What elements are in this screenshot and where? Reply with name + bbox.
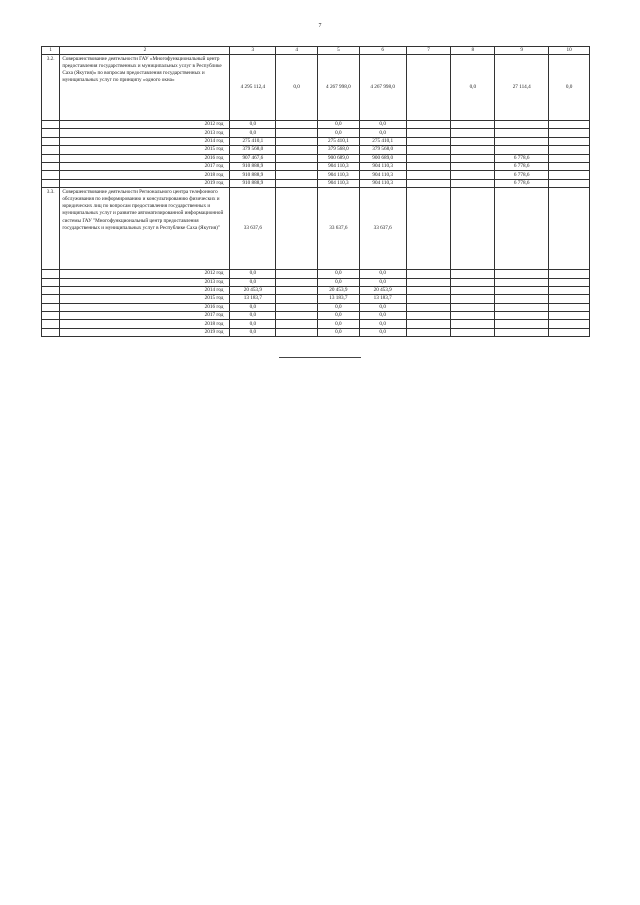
value-cell	[549, 278, 590, 286]
value-cell	[451, 328, 495, 336]
value-cell: 0,0	[230, 328, 276, 336]
value-cell	[549, 179, 590, 187]
year-row	[42, 303, 590, 311]
column-number-cell: 2	[60, 47, 230, 55]
value-cell: 379 568,0	[230, 146, 276, 154]
value-cell	[495, 295, 549, 303]
section-description: Совершенствование деятельности Регионального центра телефонного обслуживания по информированию и консультированию физических и юридических лиц по вопросам предоставления государственных и муниципальных услуг и развитие автоматизированной информационной системы ГАУ "Многофункциональный центр предоставления государственных и муниципальных услуг в Республике Саха (Якутия)"	[60, 188, 230, 270]
year-label: 2015 год	[60, 295, 230, 303]
total-cell: 4 267 998,0	[359, 55, 406, 121]
value-cell: 0,0	[318, 320, 360, 328]
column-number-cell: 6	[359, 47, 406, 55]
value-cell	[406, 162, 451, 170]
value-cell	[549, 270, 590, 278]
total-cell: 0,0	[276, 55, 318, 121]
value-cell	[495, 278, 549, 286]
value-cell	[406, 179, 451, 187]
value-cell	[406, 270, 451, 278]
value-cell: 0,0	[230, 270, 276, 278]
total-cell	[549, 188, 590, 270]
value-cell: 0,0	[359, 312, 406, 320]
year-row	[42, 320, 590, 328]
value-cell	[495, 286, 549, 294]
year-row	[42, 179, 590, 187]
year-label: 2014 год	[60, 286, 230, 294]
value-cell: 910 888,9	[230, 179, 276, 187]
column-number-cell: 8	[451, 47, 495, 55]
value-cell	[549, 286, 590, 294]
column-number-row	[42, 47, 590, 55]
value-cell	[451, 154, 495, 162]
value-cell	[451, 137, 495, 145]
total-cell	[406, 55, 451, 121]
value-cell	[406, 320, 451, 328]
year-label: 2017 год	[60, 162, 230, 170]
value-cell: 904 110,3	[318, 179, 360, 187]
column-number-cell: 5	[318, 47, 360, 55]
value-cell: 0,0	[359, 328, 406, 336]
column-number-cell: 7	[406, 47, 451, 55]
value-cell	[549, 162, 590, 170]
year-row	[42, 286, 590, 294]
value-cell	[451, 312, 495, 320]
value-cell	[406, 146, 451, 154]
value-cell: 379 568,0	[359, 146, 406, 154]
year-label: 2012 год	[60, 121, 230, 129]
total-cell: 0,0	[549, 55, 590, 121]
value-cell	[406, 137, 451, 145]
value-cell	[451, 129, 495, 137]
value-cell: 0,0	[318, 328, 360, 336]
value-cell	[276, 154, 318, 162]
section-description: Совершенствование деятельности ГАУ «Многофункциональный центр предоставления государственных и муниципальных услуг в Республике Саха (Якутия)» по вопросам предоставления государственных и муниципальных услуг по принципу «одного окна»	[60, 55, 230, 121]
value-cell	[495, 129, 549, 137]
value-cell	[406, 303, 451, 311]
year-row	[42, 137, 590, 145]
value-cell	[549, 129, 590, 137]
value-cell	[276, 312, 318, 320]
page-number: 7	[318, 23, 322, 29]
value-cell: 0,0	[359, 320, 406, 328]
value-cell	[549, 171, 590, 179]
value-cell: 0,0	[318, 303, 360, 311]
value-cell	[451, 320, 495, 328]
value-cell	[276, 295, 318, 303]
year-label: 2016 год	[60, 154, 230, 162]
value-cell: 0,0	[230, 303, 276, 311]
total-cell: 0,0	[451, 55, 495, 121]
value-cell	[276, 121, 318, 129]
year-label: 2016 год	[60, 303, 230, 311]
section-total-row	[42, 188, 590, 270]
value-cell	[406, 278, 451, 286]
value-cell: 904 110,3	[359, 171, 406, 179]
total-cell: 4 267 998,0	[318, 55, 360, 121]
value-cell	[276, 278, 318, 286]
year-row	[42, 162, 590, 170]
value-cell: 6 778,6	[495, 154, 549, 162]
year-label: 2017 год	[60, 312, 230, 320]
value-cell	[549, 328, 590, 336]
column-number-cell: 3	[230, 47, 276, 55]
budget-table	[41, 46, 590, 337]
value-cell	[406, 154, 451, 162]
value-cell	[495, 270, 549, 278]
year-label: 2013 год	[60, 129, 230, 137]
value-cell	[495, 146, 549, 154]
value-cell: 13 183,7	[359, 295, 406, 303]
value-cell: 0,0	[359, 303, 406, 311]
value-cell: 0,0	[318, 278, 360, 286]
section-number: 3.3.	[42, 188, 60, 270]
value-cell: 6 778,6	[495, 179, 549, 187]
value-cell: 0,0	[230, 278, 276, 286]
value-cell: 910 888,9	[230, 171, 276, 179]
value-cell	[549, 137, 590, 145]
column-number-cell: 9	[495, 47, 549, 55]
value-cell	[495, 121, 549, 129]
total-cell: 33 637,6	[359, 188, 406, 270]
value-cell: 0,0	[318, 129, 360, 137]
column-number-cell: 1	[42, 47, 60, 55]
year-row	[42, 295, 590, 303]
value-cell	[406, 312, 451, 320]
value-cell	[451, 295, 495, 303]
value-cell: 20 453,9	[230, 286, 276, 294]
value-cell	[549, 154, 590, 162]
value-cell: 20 453,9	[318, 286, 360, 294]
value-cell	[451, 146, 495, 154]
value-cell: 900 689,0	[318, 154, 360, 162]
section-number: 3.2.	[42, 55, 60, 121]
value-cell: 275 410,1	[230, 137, 276, 145]
value-cell: 0,0	[318, 270, 360, 278]
year-label: 2018 год	[60, 320, 230, 328]
column-number-cell: 4	[276, 47, 318, 55]
end-separator-line	[279, 357, 361, 358]
year-label: 2019 год	[60, 179, 230, 187]
value-cell: 20 453,9	[359, 286, 406, 294]
column-number-cell: 10	[549, 47, 590, 55]
value-cell: 904 110,3	[359, 179, 406, 187]
total-cell	[406, 188, 451, 270]
year-row	[42, 171, 590, 179]
year-row	[42, 278, 590, 286]
value-cell: 275 410,1	[359, 137, 406, 145]
total-cell: 27 114,4	[495, 55, 549, 121]
value-cell	[276, 303, 318, 311]
value-cell: 0,0	[359, 270, 406, 278]
value-cell	[451, 286, 495, 294]
year-row	[42, 121, 590, 129]
value-cell	[276, 179, 318, 187]
total-cell	[276, 188, 318, 270]
value-cell: 900 689,0	[359, 154, 406, 162]
value-cell: 904 110,3	[318, 162, 360, 170]
value-cell	[549, 121, 590, 129]
value-cell	[406, 295, 451, 303]
value-cell	[451, 179, 495, 187]
value-cell: 0,0	[230, 129, 276, 137]
value-cell	[495, 137, 549, 145]
value-cell	[276, 129, 318, 137]
value-cell: 275 410,1	[318, 137, 360, 145]
value-cell: 0,0	[359, 278, 406, 286]
value-cell: 0,0	[318, 121, 360, 129]
value-cell: 13 183,7	[230, 295, 276, 303]
year-row	[42, 312, 590, 320]
value-cell	[451, 162, 495, 170]
value-cell	[495, 312, 549, 320]
value-cell: 910 888,9	[230, 162, 276, 170]
value-cell: 904 110,3	[318, 171, 360, 179]
value-cell	[406, 121, 451, 129]
value-cell	[495, 328, 549, 336]
value-cell: 13 183,7	[318, 295, 360, 303]
value-cell	[451, 278, 495, 286]
total-cell: 33 637,6	[230, 188, 276, 270]
value-cell: 0,0	[359, 129, 406, 137]
value-cell	[495, 320, 549, 328]
value-cell: 907 467,6	[230, 154, 276, 162]
value-cell	[451, 121, 495, 129]
value-cell	[549, 303, 590, 311]
value-cell	[406, 129, 451, 137]
value-cell	[276, 171, 318, 179]
value-cell	[406, 328, 451, 336]
value-cell: 0,0	[318, 312, 360, 320]
year-label: 2019 год	[60, 328, 230, 336]
value-cell: 904 110,3	[359, 162, 406, 170]
total-cell: 4 295 112,4	[230, 55, 276, 121]
value-cell	[406, 171, 451, 179]
value-cell	[495, 303, 549, 311]
total-cell	[451, 188, 495, 270]
value-cell	[276, 270, 318, 278]
year-row	[42, 328, 590, 336]
value-cell	[451, 303, 495, 311]
value-cell	[276, 146, 318, 154]
value-cell	[549, 320, 590, 328]
value-cell: 6 778,6	[495, 162, 549, 170]
year-row	[42, 270, 590, 278]
year-row	[42, 146, 590, 154]
year-label: 2015 год	[60, 146, 230, 154]
year-label: 2014 год	[60, 137, 230, 145]
value-cell: 0,0	[359, 121, 406, 129]
year-label: 2012 год	[60, 270, 230, 278]
year-label: 2018 год	[60, 171, 230, 179]
year-label: 2013 год	[60, 278, 230, 286]
value-cell	[549, 146, 590, 154]
value-cell	[549, 312, 590, 320]
value-cell	[451, 171, 495, 179]
total-cell: 33 637,6	[318, 188, 360, 270]
value-cell	[276, 320, 318, 328]
value-cell	[451, 270, 495, 278]
value-cell: 0,0	[230, 320, 276, 328]
year-row	[42, 129, 590, 137]
value-cell: 0,0	[230, 312, 276, 320]
year-row	[42, 154, 590, 162]
value-cell	[276, 286, 318, 294]
section-total-row	[42, 55, 590, 121]
value-cell	[276, 137, 318, 145]
value-cell	[276, 162, 318, 170]
value-cell: 6 778,6	[495, 171, 549, 179]
value-cell	[406, 286, 451, 294]
value-cell: 379 568,0	[318, 146, 360, 154]
value-cell: 0,0	[230, 121, 276, 129]
value-cell	[276, 328, 318, 336]
total-cell	[495, 188, 549, 270]
value-cell	[549, 295, 590, 303]
